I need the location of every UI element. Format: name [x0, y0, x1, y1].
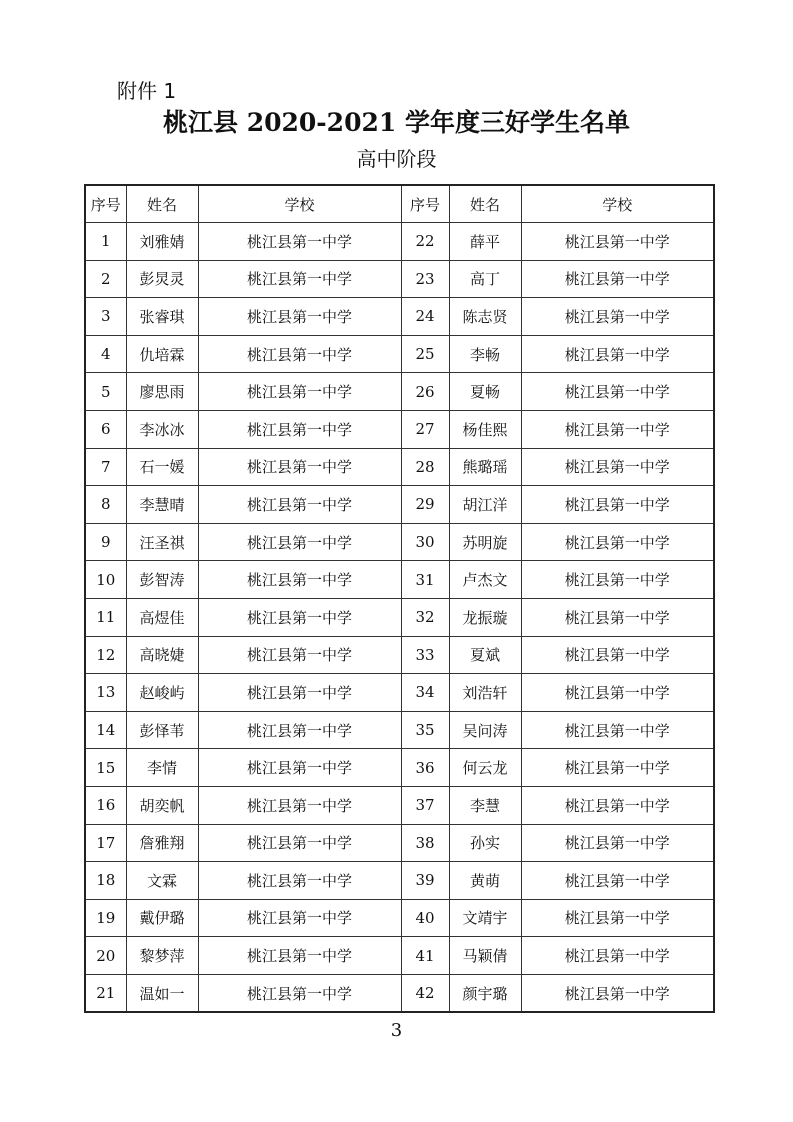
cell-school: 桃江县第一中学	[198, 598, 401, 636]
cell-school: 桃江县第一中学	[521, 523, 714, 561]
cell-no: 16	[85, 786, 126, 824]
cell-no: 15	[85, 749, 126, 787]
cell-no: 18	[85, 862, 126, 900]
cell-name: 孙实	[449, 824, 521, 862]
cell-name: 高丁	[449, 260, 521, 298]
cell-school: 桃江县第一中学	[521, 448, 714, 486]
cell-school: 桃江县第一中学	[198, 373, 401, 411]
cell-no: 20	[85, 937, 126, 975]
cell-name: 彭智涛	[126, 561, 198, 599]
header-school: 学校	[521, 185, 714, 223]
table-row	[85, 410, 714, 448]
cell-no: 17	[85, 824, 126, 862]
cell-school: 桃江县第一中学	[198, 899, 401, 937]
cell-no: 42	[401, 974, 449, 1012]
cell-school: 桃江县第一中学	[198, 786, 401, 824]
cell-name: 彭怿苇	[126, 711, 198, 749]
cell-no: 14	[85, 711, 126, 749]
section-subtitle: 高中阶段	[356, 147, 437, 171]
table-row	[85, 260, 714, 298]
cell-name: 李畅	[449, 335, 521, 373]
cell-name: 李慧晴	[126, 486, 198, 524]
cell-school: 桃江县第一中学	[521, 561, 714, 599]
cell-school: 桃江县第一中学	[521, 937, 714, 975]
cell-name: 何云龙	[449, 749, 521, 787]
cell-no: 12	[85, 636, 126, 674]
cell-name: 夏畅	[449, 373, 521, 411]
table-row	[85, 937, 714, 975]
cell-school: 桃江县第一中学	[521, 711, 714, 749]
table-row	[85, 486, 714, 524]
cell-school: 桃江县第一中学	[521, 373, 714, 411]
table-row	[85, 786, 714, 824]
cell-no: 23	[401, 260, 449, 298]
table-row	[85, 561, 714, 599]
cell-name: 颜宇璐	[449, 974, 521, 1012]
cell-school: 桃江县第一中学	[198, 523, 401, 561]
cell-school: 桃江县第一中学	[521, 598, 714, 636]
table-row	[85, 974, 714, 1012]
table-row	[85, 223, 714, 261]
cell-name: 高晓婕	[126, 636, 198, 674]
cell-no: 10	[85, 561, 126, 599]
cell-no: 41	[401, 937, 449, 975]
cell-name: 胡江洋	[449, 486, 521, 524]
cell-name: 廖思雨	[126, 373, 198, 411]
header-name: 姓名	[126, 185, 198, 223]
cell-name: 詹雅翔	[126, 824, 198, 862]
cell-name: 汪圣祺	[126, 523, 198, 561]
table-row	[85, 598, 714, 636]
cell-no: 35	[401, 711, 449, 749]
cell-name: 胡奕帆	[126, 786, 198, 824]
cell-name: 陈志贤	[449, 298, 521, 336]
cell-no: 25	[401, 335, 449, 373]
cell-school: 桃江县第一中学	[521, 974, 714, 1012]
cell-no: 7	[85, 448, 126, 486]
cell-school: 桃江县第一中学	[521, 410, 714, 448]
header-no: 序号	[401, 185, 449, 223]
cell-school: 桃江县第一中学	[198, 862, 401, 900]
table-row	[85, 448, 714, 486]
cell-no: 36	[401, 749, 449, 787]
cell-no: 31	[401, 561, 449, 599]
cell-name: 李情	[126, 749, 198, 787]
cell-name: 黄萌	[449, 862, 521, 900]
page-number: 3	[390, 1020, 403, 1041]
cell-no: 30	[401, 523, 449, 561]
cell-name: 薛平	[449, 223, 521, 261]
cell-no: 22	[401, 223, 449, 261]
table-row	[85, 373, 714, 411]
cell-no: 40	[401, 899, 449, 937]
cell-no: 28	[401, 448, 449, 486]
cell-no: 1	[85, 223, 126, 261]
document-title: 桃江县 2020-2021 学年度三好学生名单	[163, 108, 630, 137]
cell-no: 24	[401, 298, 449, 336]
cell-no: 5	[85, 373, 126, 411]
cell-no: 3	[85, 298, 126, 336]
table-row	[85, 711, 714, 749]
cell-name: 高煜佳	[126, 598, 198, 636]
table-row	[85, 862, 714, 900]
cell-school: 桃江县第一中学	[521, 862, 714, 900]
cell-name: 卢杰文	[449, 561, 521, 599]
cell-school: 桃江县第一中学	[198, 937, 401, 975]
table-row	[85, 674, 714, 712]
cell-no: 27	[401, 410, 449, 448]
cell-school: 桃江县第一中学	[521, 749, 714, 787]
cell-no: 11	[85, 598, 126, 636]
cell-name: 仇培霖	[126, 335, 198, 373]
cell-school: 桃江县第一中学	[198, 448, 401, 486]
cell-school: 桃江县第一中学	[198, 335, 401, 373]
cell-name: 吴问涛	[449, 711, 521, 749]
cell-no: 9	[85, 523, 126, 561]
cell-name: 文霖	[126, 862, 198, 900]
cell-school: 桃江县第一中学	[198, 749, 401, 787]
cell-name: 马颖倩	[449, 937, 521, 975]
cell-no: 26	[401, 373, 449, 411]
header-no: 序号	[85, 185, 126, 223]
cell-school: 桃江县第一中学	[521, 824, 714, 862]
cell-name: 赵峻屿	[126, 674, 198, 712]
cell-school: 桃江县第一中学	[198, 636, 401, 674]
cell-school: 桃江县第一中学	[198, 711, 401, 749]
cell-name: 杨佳熙	[449, 410, 521, 448]
cell-name: 熊璐瑶	[449, 448, 521, 486]
cell-no: 19	[85, 899, 126, 937]
cell-school: 桃江县第一中学	[198, 824, 401, 862]
cell-school: 桃江县第一中学	[521, 486, 714, 524]
cell-no: 34	[401, 674, 449, 712]
cell-no: 37	[401, 786, 449, 824]
table-row	[85, 636, 714, 674]
cell-no: 39	[401, 862, 449, 900]
cell-school: 桃江县第一中学	[521, 786, 714, 824]
cell-no: 29	[401, 486, 449, 524]
header-name: 姓名	[449, 185, 521, 223]
cell-school: 桃江县第一中学	[521, 223, 714, 261]
cell-school: 桃江县第一中学	[198, 223, 401, 261]
cell-name: 龙振璇	[449, 598, 521, 636]
cell-no: 38	[401, 824, 449, 862]
cell-name: 李冰冰	[126, 410, 198, 448]
cell-school: 桃江县第一中学	[521, 298, 714, 336]
cell-no: 21	[85, 974, 126, 1012]
cell-no: 6	[85, 410, 126, 448]
header-school: 学校	[198, 185, 401, 223]
cell-no: 4	[85, 335, 126, 373]
cell-school: 桃江县第一中学	[198, 561, 401, 599]
cell-school: 桃江县第一中学	[521, 260, 714, 298]
cell-name: 张睿琪	[126, 298, 198, 336]
cell-school: 桃江县第一中学	[198, 674, 401, 712]
cell-school: 桃江县第一中学	[521, 899, 714, 937]
cell-school: 桃江县第一中学	[198, 298, 401, 336]
cell-no: 32	[401, 598, 449, 636]
cell-name: 温如一	[126, 974, 198, 1012]
attachment-label: 附件 1	[117, 79, 177, 103]
table-header-row	[85, 185, 714, 223]
cell-name: 黎梦萍	[126, 937, 198, 975]
cell-school: 桃江县第一中学	[521, 674, 714, 712]
table-row	[85, 523, 714, 561]
cell-no: 8	[85, 486, 126, 524]
cell-name: 刘雅婧	[126, 223, 198, 261]
cell-school: 桃江县第一中学	[521, 335, 714, 373]
cell-school: 桃江县第一中学	[198, 486, 401, 524]
cell-school: 桃江县第一中学	[198, 260, 401, 298]
cell-school: 桃江县第一中学	[521, 636, 714, 674]
cell-name: 李慧	[449, 786, 521, 824]
cell-name: 刘浩轩	[449, 674, 521, 712]
table-row	[85, 824, 714, 862]
cell-school: 桃江县第一中学	[198, 974, 401, 1012]
cell-no: 2	[85, 260, 126, 298]
cell-no: 13	[85, 674, 126, 712]
cell-name: 夏斌	[449, 636, 521, 674]
cell-no: 33	[401, 636, 449, 674]
student-list-table	[84, 184, 715, 1013]
table-row	[85, 335, 714, 373]
cell-name: 彭炅灵	[126, 260, 198, 298]
cell-name: 苏明旋	[449, 523, 521, 561]
cell-name: 文靖宇	[449, 899, 521, 937]
table-row	[85, 749, 714, 787]
table-row	[85, 899, 714, 937]
cell-school: 桃江县第一中学	[198, 410, 401, 448]
cell-name: 戴伊璐	[126, 899, 198, 937]
table-row	[85, 298, 714, 336]
cell-name: 石一媛	[126, 448, 198, 486]
